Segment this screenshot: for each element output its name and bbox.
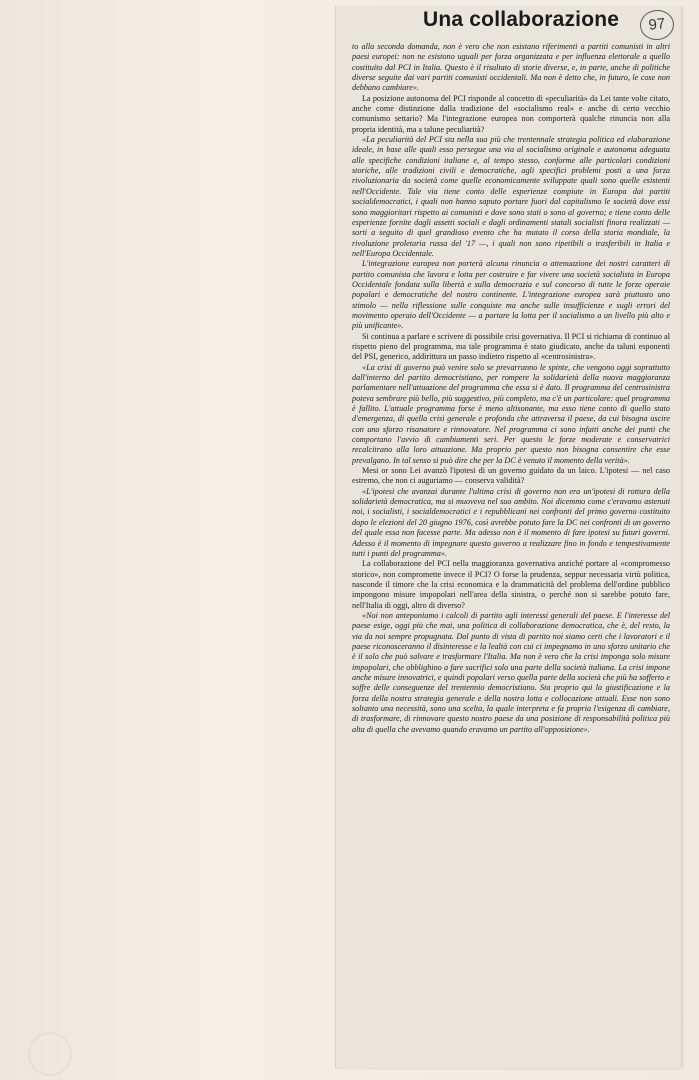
article-paragraph: «L'ipotesi che avanzai durante l'ultima crisi di governo non era un'ipotesi di rottura della solidarietà democratica, ma si muoveva nel suo ambito. Noi dicemmo come c'eravamo astenuti noi, i socialisti, i socialdemocratici e i repubblicani nei confronti del primo governo costituito dopo le elezioni del 20 giugno 1976, così avrebbe potuto fare la DC nei confronti di un governo del quale essa non facesse parte. Ma adesso non è il momento di fare ipotesi su futuri governi. Adesso è il momento di impegnare questo governo a realizzare fino in fondo e tempestivamente tutti i punti del programma». [352,486,670,558]
article-paragraph: Mesi or sono Lei avanzò l'ipotesi di un governo guidato da un laico. L'ipotesi — nel caso estremo, che non ci auguriamo — conserva validità? [352,466,670,486]
article-paragraph: L'integrazione europea non porterà alcuna rinuncia o attenuazione dei nostri caratteri di partito comunista che lavora e lotta per costruire e far vivere una società socialista in Europa Occidentale fondata sulla libertà e sulla democrazia e sul concorso di tutte le forze operaie popolari e democratiche del nostro continente. L'integrazione europea sarà piuttosto uno stimolo — nella riflessione sulle conquiste ma anche sulle insufficienze e sugli errori del movimento operaio dell'Occidente — a portare la lotta per il socialismo a un livello più alto e più unificante». [352,259,670,331]
article-paragraph: «La peculiarità del PCI sta nella sua più che trentennale strategia politica ed elaborazione ideale, in base alle quali esso persegue una via al socialismo originale e autonoma adeguata alle specifiche condizioni italiane e, al tempo stesso, conforme alle particolari condizioni storiche, alle tradizioni civili e democratiche, agli specifici problemi posti a una forza rivoluzionaria da società come quelle economicamente sviluppate quali sono quelle esistenti nell'Occidente. Tale via tiene conto delle esperienze compiute in Europa dai partiti socialdemocratici, i quali non hanno saputo portare fuori dal capitalismo le società dove essi sono maggioritari rispetto ai comunisti e dove sono stati o sono al governo; e tiene conto delle esperienze fornite dagli assetti sociali e dagli ordinamenti statali socialisti finora realizzati — sorti a seguito di quel grandioso evento che ha mutato il corso della storia mondiale, la rivoluzione proletaria russa del '17 —, i quali non sono ripetibili o trasferibili in Italia e nell'Europa Occidentale. [352,135,670,258]
article-paragraph: «La crisi di governo può venire solo se prevarranno le spinte, che vengono oggi soprattutto dall'interno del partito democristiano, per rompere la solidarietà della nuova maggioranza parlamentare nell'attuazione del programma che essa si è dato. Il programma del centrosinistra poteva sembrare più bello, più suggestivo, più completo, ma c'è un particolare: quel programma è fallito. L'attuale programma forse è meno altisonante, ma esso tiene conto di quello stato d'emergenza, di quella crisi generale e profonda che attraversa il paese, da cui bisogna uscire con uno sforzo risanatore e rinnovatore. Nel programma ci sono infatti anche dei punti che comportano l'avvio di cambiamenti seri. Per questo le forze moderate e conservatrici recalcitrano alla loro attuazione. Ma proprio per questo non bisogna consentire che esse prevalgano. In tal senso si può dire che per la DC è venuto il momento della verità». [352,362,670,465]
article-paragraph: La posizione autonoma del PCI risponde al concetto di «peculiarità» da Lei tante volte citato, anche come distinzione dalla tradizione del «socialismo real» e anche di certo vecchio comunismo settario? Ma l'integrazione europea non comporterà qualche rinuncia non alla propria identità, ma a talune peculiarità? [352,93,670,134]
article-body [352,42,670,1052]
headline: Una collaborazione [423,8,620,31]
article-paragraph: La collaborazione del PCI nella maggioranza governativa anziché portare al «compromesso storico», non compromette invece il PCI? O forse la prudenza, seppur necessaria virtù politica, nasconde il timore che la crisi economica e la drammaticità del problema dell'ordine pubblico impongono misure impopolari nell'area della sinistra, o perché non si sarebbe potuto fare, nell'Italia di oggi, altro di diverso? [352,559,670,610]
article-paragraph: Si continua a parlare e scrivere di possibile crisi governativa. Il PCI si richiama di continuo al rispetto pieno del programma, ma tale programma è stato giudicato, anche da taluni esponenti del PSI, generico, addirittura un passo indietro rispetto al «centrosinistra». [352,331,670,362]
faint-watermark-seal [28,1032,72,1076]
article-paragraph: to alla seconda domanda, non è vero che non esistano riferimenti a partiti comunisti in altri paesi europei: non ne esistono uguali per forza organizzata e per influenza elettorale a quello costituito dal PCI in Italia. Questo è il risultato di storie diverse, e, in parte, anche di politiche diverse seguite dai vari partiti comunisti occidentali. Ma non è detto che, in futuro, le cose non debbano cambiare». [352,42,670,93]
archive-number-stamp: 97 [639,8,676,41]
article-paragraph: «Noi non anteponiamo i calcoli di partito agli interessi generali del paese. E l'interesse del paese esige, oggi più che mai, una politica di collaborazione democratica, che è, del resto, la via da noi sempre propugnata. Dal punto di vista di partito noi siamo certi che i lavoratori e il paese riconosceranno il disinteresse e la lealtà con cui ci impegnamo in uno sforzo unitario che è il solo che può salvare e trasformare l'Italia. Ma non è vero che la crisi imponga solo misure impopolari, che obblighino a fare sacrifici solo una parte della società italiana. La crisi impone anche misure innovatrici, e quindi popolari verso quella parte della società che più ha sofferto e soffre delle conseguenze del trentennio democristiano. Sta proprio qui la giustificazione e la forza della nostra strategia generale e della nostra lotta e collocazione attuali. Esse non sono soltanto una necessità, sono una scelta, la quale interpreta e fa propria l'esigenza di cambiare, di trasformare, di rinnovare questo nostro paese da una posizione di responsabilità politica più alta di quella che avevamo quando eravamo un partito all'opposizione». [352,610,670,734]
